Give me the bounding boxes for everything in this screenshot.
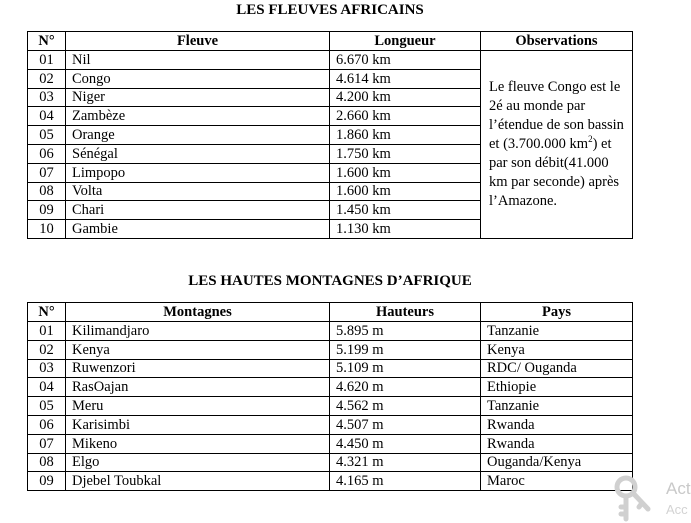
mountain-height: 4.620 m (330, 378, 481, 397)
river-num: 03 (28, 88, 66, 107)
mountain-name: Ruwenzori (66, 359, 330, 378)
mountains-table-title: LES HAUTES MONTAGNES D’AFRIQUE (188, 273, 472, 289)
river-name: Limpopo (66, 163, 330, 182)
mountain-height: 5.895 m (330, 322, 481, 341)
mountain-num: 02 (28, 340, 66, 359)
mountain-country: Tanzanie (481, 397, 633, 416)
river-name: Zambèze (66, 107, 330, 126)
header-num: N° (28, 303, 66, 322)
header-num: N° (28, 32, 66, 51)
river-name: Nil (66, 51, 330, 70)
mountain-country: Ouganda/Kenya (481, 453, 633, 472)
mountain-name: Djebel Toubkal (66, 472, 330, 491)
header-observations: Observations (481, 32, 633, 51)
mountain-country: Ethiopie (481, 378, 633, 397)
mountain-num: 04 (28, 378, 66, 397)
mountain-row (28, 472, 633, 491)
observation-text-part1: Le fleuve Congo est le 2é au monde par l’étendue de son bassin et (3.700.000 km (489, 78, 624, 152)
mountain-country: Maroc (481, 472, 633, 491)
river-num: 02 (28, 69, 66, 88)
mountain-height: 4.321 m (330, 453, 481, 472)
mountain-country: RDC/ Ouganda (481, 359, 633, 378)
river-name: Sénégal (66, 144, 330, 163)
header-country: Pays (481, 303, 633, 322)
observation-text-part2: ) et par son débit(41.000 km par seconde) après l’Amazone. (489, 135, 620, 209)
mountain-num: 09 (28, 472, 66, 491)
mountain-height: 4.562 m (330, 397, 481, 416)
header-mountain: Montagnes (66, 303, 330, 322)
mountain-height: 4.450 m (330, 434, 481, 453)
mountain-num: 08 (28, 453, 66, 472)
river-num: 06 (28, 144, 66, 163)
mountain-country: Kenya (481, 340, 633, 359)
mountain-name: Karisimbi (66, 415, 330, 434)
river-name: Volta (66, 182, 330, 201)
mountain-num: 07 (28, 434, 66, 453)
mountain-name: Kilimandjaro (66, 322, 330, 341)
river-num: 01 (28, 51, 66, 70)
river-num: 07 (28, 163, 66, 182)
river-length: 1.750 km (330, 144, 481, 163)
river-name: Niger (66, 88, 330, 107)
river-length: 1.450 km (330, 201, 481, 220)
mountains-table (27, 302, 633, 491)
river-num: 09 (28, 201, 66, 220)
river-name: Orange (66, 126, 330, 145)
mountain-row (28, 378, 633, 397)
mountain-height: 5.199 m (330, 340, 481, 359)
mountain-country: Tanzanie (481, 322, 633, 341)
river-name: Gambie (66, 220, 330, 239)
mountain-num: 03 (28, 359, 66, 378)
mountain-row (28, 322, 633, 341)
mountain-name: Kenya (66, 340, 330, 359)
mountain-name: RasOajan (66, 378, 330, 397)
mountain-height: 4.507 m (330, 415, 481, 434)
river-length: 1.600 km (330, 163, 481, 182)
mountain-height: 4.165 m (330, 472, 481, 491)
river-length: 1.130 km (330, 220, 481, 239)
observations-cell (481, 51, 633, 239)
watermark-line1: Act (666, 479, 691, 498)
river-name: Chari (66, 201, 330, 220)
mountain-country: Rwanda (481, 415, 633, 434)
mountain-name: Elgo (66, 453, 330, 472)
mountain-height: 5.109 m (330, 359, 481, 378)
mountain-num: 05 (28, 397, 66, 416)
mountain-row (28, 397, 633, 416)
mountain-num: 06 (28, 415, 66, 434)
river-length: 1.600 km (330, 182, 481, 201)
river-length: 6.670 km (330, 51, 481, 70)
mountain-row (28, 415, 633, 434)
header-length: Longueur (330, 32, 481, 51)
rivers-header-row (28, 32, 633, 51)
mountain-name: Meru (66, 397, 330, 416)
mountain-row (28, 340, 633, 359)
river-length: 2.660 km (330, 107, 481, 126)
mountain-num: 01 (28, 322, 66, 341)
river-length: 4.614 km (330, 69, 481, 88)
river-num: 04 (28, 107, 66, 126)
river-num: 10 (28, 220, 66, 239)
watermark-line2: Acc (666, 502, 688, 517)
header-height: Hauteurs (330, 303, 481, 322)
header-river: Fleuve (66, 32, 330, 51)
river-name: Congo (66, 69, 330, 88)
mountain-row (28, 434, 633, 453)
river-num: 05 (28, 126, 66, 145)
mountain-row (28, 453, 633, 472)
observation-superscript: 2 (588, 134, 593, 145)
mountain-name: Mikeno (66, 434, 330, 453)
rivers-table-title: LES FLEUVES AFRICAINS (236, 2, 424, 18)
rivers-table (27, 31, 633, 239)
river-length: 4.200 km (330, 88, 481, 107)
river-num: 08 (28, 182, 66, 201)
mountains-header-row (28, 303, 633, 322)
river-row (28, 51, 633, 70)
mountain-row (28, 359, 633, 378)
mountain-country: Rwanda (481, 434, 633, 453)
river-length: 1.860 km (330, 126, 481, 145)
